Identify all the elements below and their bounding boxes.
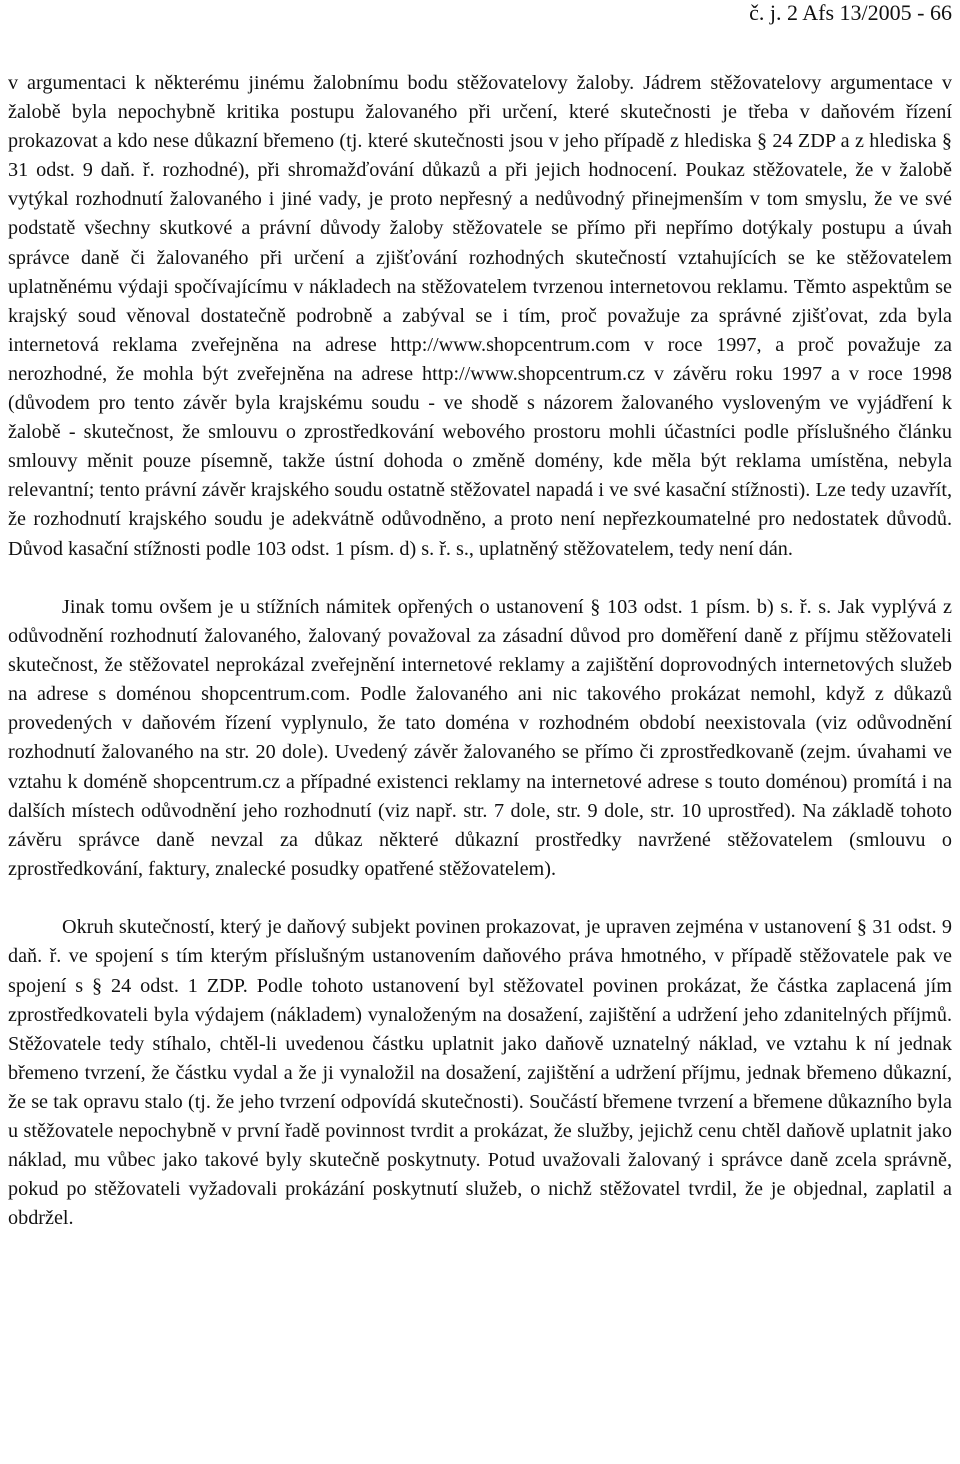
- paragraph-1: v argumentaci k některému jinému žalobnímu bodu stěžovatelovy žaloby. Jádrem stěžovatelovy argumentace v žalobě byla nepochybně kritika postupu žalovaného při určení, které skutečnosti je třeba v daňovém řízení prokazovat a kdo nese důkazní břemeno (tj. které skutečnosti jsou v jeho případě z hlediska § 24 ZDP a z hlediska § 31 odst. 9 daň. ř. rozhodné), při shromažďování důkazů a při jejich hodnocení. Poukaz stěžovatele, že v žalobě vytýkal rozhodnutí žalovaného i jiné vady, je proto nepřesný a nedůvodný přinejmenším v tom smyslu, že ve své podstatě všechny skutkové a právní důvody žaloby stěžovatele se přímo při nepřímo dotýkaly postupu a úvah správce daně či žalovaného při určení a zjišťování rozhodných skutečností vztahujících se ke stěžovatelem uplatněnému výdaji spočívajícímu v nákladech na stěžovatelem tvrzenou internetovou reklamu. Těmto aspektům se krajský soud věnoval dostatečně podrobně a zabýval se i tím, proč považuje za správné zjišťovat, zda byla internetová reklama zveřejněna na adrese http://www.shopcentrum.com v roce 1997, a proč považuje za nerozhodné, že mohla být zveřejněna na adrese http://www.shopcentrum.cz v závěru roku 1997 a v roce 1998 (důvodem pro tento závěr byla krajskému soudu - ve shodě s názorem žalovaného vysloveným ve vyjádření k žalobě - skutečnost, že smlouvu o zprostředkování webového prostoru mohli účastníci podle příslušného článku smlouvy měnit pouze písemně, takže ústní dohoda o změně domény, kde měla být reklama umístěna, nebyla relevantní; tento právní závěr krajského soudu ostatně stěžovatel napadá i ve své kasační stížnosti). Lze tedy uzavřít, že rozhodnutí krajského soudu je adekvátně odůvodněno, a proto není nepřezkoumatelné pro nedostatek důvodů. Důvod kasační stížnosti podle 103 odst. 1 písm. d) s. ř. s., uplatněný stěžovatelem, tedy není dán.: [8, 72, 952, 560]
- paragraph-gap: [8, 564, 952, 593]
- paragraph-3: Okruh skutečností, který je daňový subjekt povinen prokazovat, je upraven zejména v ustanovení § 31 odst. 9 daň. ř. ve spojení s tím kterým příslušným ustanovením daňového práva hmotného, v případě stěžovatele pak ve spojení s § 24 odst. 1 ZDP. Podle tohoto ustanovení byl stěžovatel povinen prokázat, že částka zaplacená jím zprostředkovateli byla výdajem (nákladem) vynaloženým na dosažení, zajištění a udržení jeho zdanitelných příjmů. Stěžovatele tedy stíhalo, chtěl-li uvedenou částku uplatnit jako daňově uznatelný náklad, ve vztahu k ní jednak břemeno tvrzení, že částku vydal a že ji vynaložil na dosažení, zajištění a udržení příjmu, jednak břemeno důkazní, že se tak opravu stalo (tj. že jeho tvrzení odpovídá skutečnosti). Součástí břemene tvrzení a břemene důkazního byla u stěžovatele nepochybně v první řadě povinnost tvrdit a prokázat, že služby, jejichž cenu chtěl daňově uplatnit jako náklad, mu vůbec jako takové byly skutečně poskytnuty. Potud uvažovali žalovaný i správce daně zcela správně, pokud po stěžovateli vyžadovali prokázání poskytnutí služeb, o nichž stěžovatel tvrdil, že je objednal, zaplatil a obdržel.: [8, 916, 952, 1230]
- paragraph-2: Jinak tomu ovšem je u stížních námitek opřených o ustanovení § 103 odst. 1 písm. b) s. ř. s. Jak vyplývá z odůvodnění rozhodnutí žalovaného, žalovaný považoval za zásadní důvod pro doměření daně z příjmu stěžovateli skutečnost, že stěžovatel neprokázal zveřejnění internetové reklamy a zajištění doprovodných internetových služeb na adrese s doménou shopcentrum.com. Podle žalovaného ani nic takového prokázat nemohl, když z důkazů provedených v daňovém řízení vyplynulo, že tato doména v rozhodném období neexistovala (viz odůvodnění rozhodnutí žalovaného na str. 20 dole). Uvedený závěr žalovaného se přímo či zprostředkovaně (zejm. úvahami ve vztahu k doméně shopcentrum.cz a případné existenci reklamy na internetové adrese s touto doménou) promítá i na dalších místech odůvodnění jeho rozhodnutí (viz např. str. 7 dole, str. 9 dole, str. 10 uprostřed). Na základě tohoto závěru správce daně nevzal za důkaz některé důkazní prostředky navržené stěžovatelem (smlouvu o zprostředkování, faktury, znalecké posudky opatřené stěžovatelem).: [8, 595, 952, 880]
- case-reference: č. j. 2 Afs 13/2005 - 66: [749, 0, 952, 25]
- paragraph-gap: [8, 884, 952, 913]
- document-body: [8, 69, 952, 1233]
